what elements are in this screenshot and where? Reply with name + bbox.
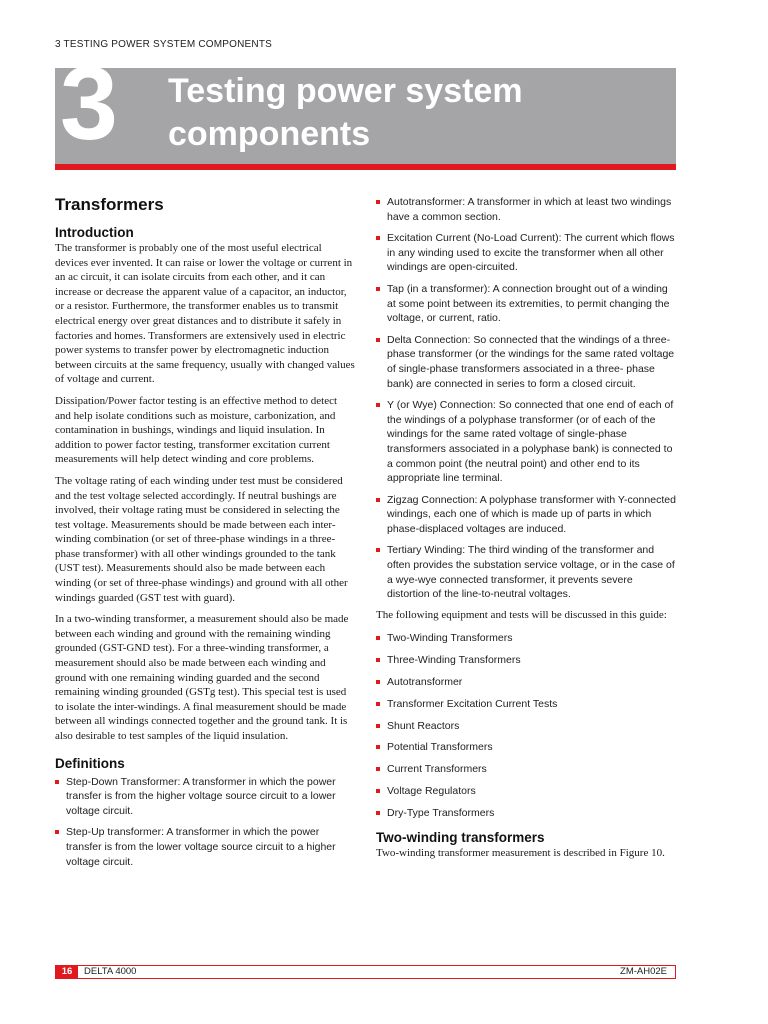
bullet-square-icon — [376, 745, 380, 749]
chapter-banner-accent-bar — [55, 164, 676, 170]
bullet-square-icon — [376, 403, 380, 407]
list-item-text: Y (or Wye) Connection: So connected that one end of each of the windings of a polyphase transformer (or of each of the windings for the same rated voltage of single-phase transformers associated in a polyphase bank) is connected to a common point (the neutral point) and other end to its appropriate line terminal. — [387, 399, 674, 485]
list-item — [376, 675, 676, 690]
bullet-square-icon — [376, 287, 380, 291]
list-item — [55, 825, 355, 869]
running-head: 3 TESTING POWER SYSTEM COMPONENTS — [55, 39, 272, 50]
list-item-text: Shunt Reactors — [387, 719, 460, 732]
list-item — [376, 493, 676, 537]
list-item-text: Potential Transformers — [387, 741, 493, 754]
list-item — [376, 398, 676, 486]
bullet-square-icon — [55, 830, 59, 834]
list-item-text: Delta Connection: So connected that the windings of a three-phase transformer (or the windings for the same rated voltage of single-phase transformers associated in a three- phase bank) are connected in series to form a closed circuit. — [387, 333, 675, 390]
bullet-square-icon — [376, 498, 380, 502]
bullet-square-icon — [376, 767, 380, 771]
list-item-text: Transformer Excitation Current Tests — [387, 697, 558, 710]
list-item-text: Dry-Type Transformers — [387, 806, 495, 819]
section-title: Transformers — [55, 195, 164, 214]
list-item — [376, 631, 676, 646]
page-footer — [55, 965, 676, 979]
definitions-list-continued — [376, 195, 676, 602]
two-winding-heading: Two-winding transformers — [376, 830, 545, 846]
product-name: DELTA 4000 — [84, 966, 137, 977]
list-item — [376, 719, 676, 734]
paragraph: In a two-winding transformer, a measurement should also be made between each winding and ground with the remaining winding grounded (GST-GND test). For a three-winding transformer, a measurement should also be made between each winding and ground with one remaining winding guarded and the second remaining winding grounded (GSTg test). This special test is used to isolate the inter-windings. A final measurement should be made between all windings connected together and the ground tank. It is also desirable to test samples of the liquid insulation. — [55, 613, 349, 742]
bullet-square-icon — [376, 636, 380, 640]
left-column — [55, 195, 355, 876]
bullet-square-icon — [376, 200, 380, 204]
list-item-text: Voltage Regulators — [387, 784, 476, 797]
chapter-title — [168, 70, 648, 156]
list-item — [376, 543, 676, 601]
bullet-square-icon — [376, 811, 380, 815]
bullet-square-icon — [376, 789, 380, 793]
list-item-text: Autotransformer — [387, 676, 463, 688]
equipment-intro: The following equipment and tests will be discussed in this guide: — [376, 608, 667, 621]
list-item-text: Autotransformer: A transformer in which at least two windings have a common section. — [387, 196, 672, 223]
document-id: ZM-AH02E — [620, 966, 667, 977]
bullet-square-icon — [376, 338, 380, 342]
list-item — [376, 231, 676, 275]
bullet-square-icon — [376, 724, 380, 728]
two-winding-text: Two-winding transformer measurement is described in Figure 10. — [376, 847, 665, 860]
list-item-text: Current Transformers — [387, 763, 487, 776]
right-column — [376, 195, 676, 868]
bullet-square-icon — [376, 658, 380, 662]
equipment-list — [376, 631, 676, 820]
list-item — [376, 282, 676, 326]
chapter-title-line-1: Testing power system — [168, 72, 523, 110]
chapter-number: 3 — [60, 46, 118, 162]
bullet-square-icon — [376, 702, 380, 706]
bullet-square-icon — [376, 680, 380, 684]
list-item-text: Zigzag Connection: A polyphase transformer with Y-connected windings, each one of which is made up of parts in which phase-displaced voltages are induced. — [387, 493, 676, 535]
page-number: 16 — [56, 966, 78, 978]
list-item — [376, 697, 676, 712]
list-item — [376, 653, 676, 668]
list-item — [376, 762, 676, 777]
list-item-text: Step-Up transformer: A transformer in which the power transfer is from the lower voltage source circuit to a higher voltage circuit. — [66, 826, 336, 868]
definitions-list — [55, 775, 355, 870]
introduction-heading: Introduction — [55, 225, 134, 240]
list-item-text: Two-Winding Transformers — [387, 632, 513, 645]
bullet-square-icon — [376, 548, 380, 552]
list-item — [376, 806, 676, 821]
paragraph: Dissipation/Power factor testing is an effective method to detect and help isolate conditions such as moisture, carbonization, and contamination in bushings, windings and liquid insulation. In addition to power factor testing, transformer excitation current measurements will help detect winding and core problems. — [55, 394, 338, 466]
bullet-square-icon — [55, 780, 59, 784]
list-item-text: Tap (in a transformer): A connection brought out of a winding at some point between its extremities, to permit changing the voltage, or current, ratio. — [387, 282, 670, 325]
definitions-heading: Definitions — [55, 755, 125, 771]
list-item — [376, 195, 676, 224]
paragraph: The voltage rating of each winding under test must be considered and the test voltage selected accordingly. If neutral bushings are involved, their voltage rating must be considered in selecting the test voltage. Measurements should be made between each inter-winding combination (or set of three-phase windings in a three-phase transformer) with all other windings grounded to the tank (UST test). Measurements should also be made between each winding (or set of three-phase windings) and ground with all other windings guarded (GST test with guard). — [55, 474, 348, 604]
bullet-square-icon — [376, 236, 380, 240]
list-item — [376, 784, 676, 799]
paragraph: The transformer is probably one of the most useful electrical devices ever invented. It can raise or lower the voltage or current in an ac circuit, it can isolate circuits from each other, and it can increase or decrease the apparent value of a capacitor, an inductor, or a resistor. Furthermore, the transformer enables us to transmit electrical energy over great distances and to distribute it safely in factories and homes. Transformers are extensively used in electric power systems to transfer power by electromagnetic induction between circuits at the same frequency, usually with changed values of voltage and current. — [55, 242, 355, 386]
list-item — [376, 740, 676, 755]
list-item — [376, 333, 676, 391]
list-item-text: Step-Down Transformer: A transformer in which the power transfer is from the higher voltage source circuit to a lower voltage circuit. — [66, 775, 336, 817]
list-item-text: Three-Winding Transformers — [387, 654, 521, 667]
list-item-text: Excitation Current (No-Load Current): The current which flows in any winding used to excite the transformer when all other windings are open-circuited. — [387, 232, 675, 274]
list-item — [55, 775, 355, 819]
chapter-title-line-2: components — [168, 115, 371, 153]
list-item-text: Tertiary Winding: The third winding of the transformer and often provides the substation service voltage, or in the case of a wye-wye connected transformer, it prevents severe distortion of the line-to-neutral voltages. — [387, 544, 675, 601]
